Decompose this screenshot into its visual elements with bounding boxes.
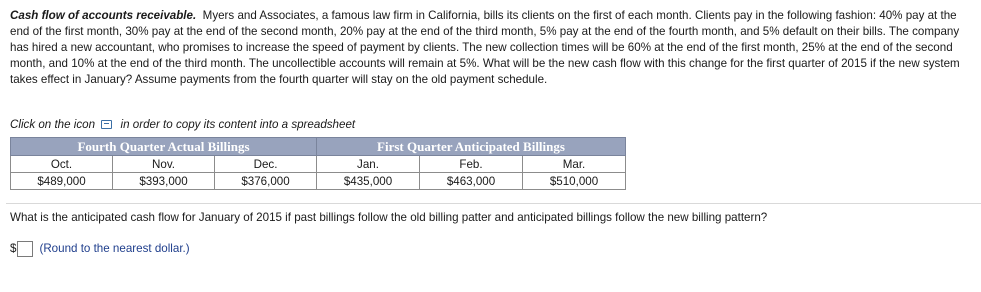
- table-group-header-row: [11, 138, 626, 156]
- question-text: What is the anticipated cash flow for January of 2015 if past billings follow the old billing patter and anticipated billings follow the new billing pattern?: [10, 211, 768, 224]
- copy-instruction: [10, 117, 355, 133]
- instruction-prefix: Click on the icon: [10, 118, 96, 131]
- copy-icon[interactable]: [101, 120, 112, 129]
- rounding-hint: (Round to the nearest dollar.): [39, 242, 190, 255]
- table-month-row: [11, 156, 626, 173]
- group-header-first-quarter: First Quarter Anticipated Billings: [317, 138, 626, 156]
- amount-cell: $376,000: [215, 173, 317, 190]
- group-header-fourth-quarter: Fourth Quarter Actual Billings: [11, 138, 317, 156]
- problem-topic: Cash flow of accounts receivable.: [10, 9, 197, 22]
- month-cell: Nov.: [113, 156, 215, 173]
- problem-body: Myers and Associates, a famous law firm in California, bills its clients on the first of each month. Clients pay in the following fashion: 40% pay at the end of the first month, 30% pay at the end of the second month, 20% pay at the end of the third month, 5% pay at the end of the fourth month, and 5% default on their bills. The company has hired a new accountant, who promises to increase the speed of payment by clients. The new collection times will be 60% at the end of the first month, 25% at the end of the second month, and 10% at the end of the third month. The uncollectible accounts will remain at 5%. What will be the new cash flow with this change for the first quarter of 2015 if the new system takes effect in January? Assume payments from the fourth quarter will stay on the old payment schedule.: [10, 9, 960, 86]
- month-cell: Feb.: [420, 156, 523, 173]
- billings-table: [10, 137, 626, 190]
- amount-cell: $393,000: [113, 173, 215, 190]
- month-cell: Jan.: [317, 156, 420, 173]
- section-divider: [6, 203, 981, 204]
- amount-cell: $463,000: [420, 173, 523, 190]
- answer-row: [10, 241, 190, 257]
- month-cell: Oct.: [11, 156, 113, 173]
- amount-cell: $489,000: [11, 173, 113, 190]
- month-cell: Dec.: [215, 156, 317, 173]
- currency-symbol: $: [10, 242, 17, 255]
- answer-input[interactable]: [17, 241, 33, 257]
- amount-cell: $435,000: [317, 173, 420, 190]
- amount-cell: $510,000: [523, 173, 626, 190]
- instruction-suffix: in order to copy its content into a spreadsheet: [120, 118, 356, 131]
- month-cell: Mar.: [523, 156, 626, 173]
- problem-statement: [10, 8, 972, 88]
- table-amount-row: [11, 173, 626, 190]
